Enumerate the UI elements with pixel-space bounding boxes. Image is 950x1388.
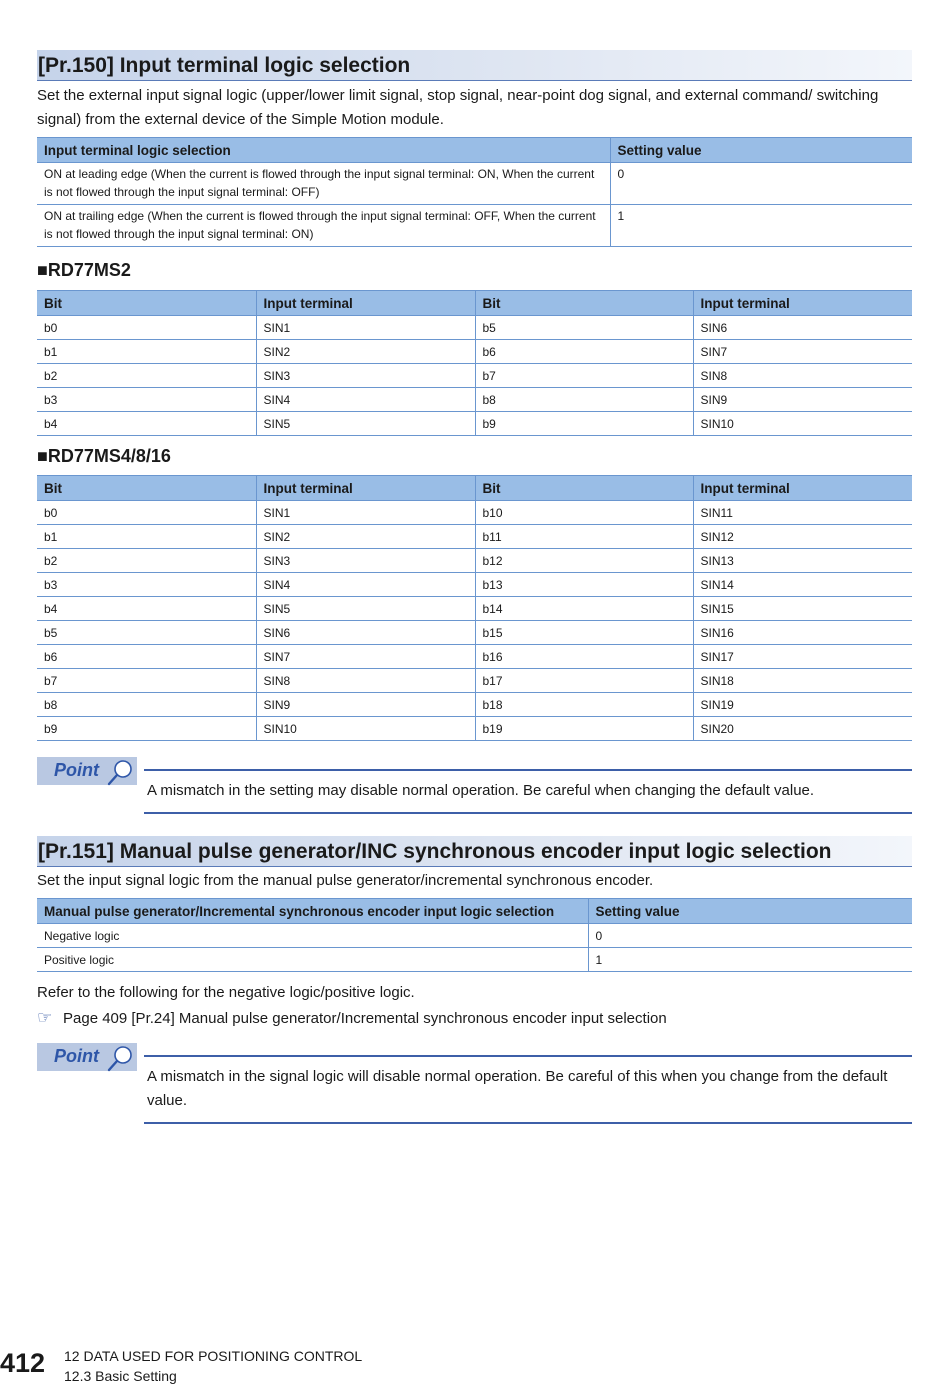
table-cell: SIN17	[693, 645, 912, 669]
table-cell: SIN10	[256, 717, 475, 741]
table-cell: SIN4	[256, 388, 475, 412]
table-row	[37, 924, 912, 948]
table-cell: b4	[37, 597, 256, 621]
point-note-text: A mismatch in the setting may disable normal operation. Be careful when changing the default value.	[147, 782, 815, 799]
table-row	[37, 525, 912, 549]
table-cell: b0	[37, 501, 256, 525]
section-description: Set the external input signal logic (upper/lower limit signal, stop signal, near-point dog signal, and external command/ switching signal) from the external device of the Simple Motion module.	[37, 87, 879, 128]
column-header: Bit	[37, 476, 256, 501]
table-cell: SIN6	[693, 316, 912, 340]
table-cell: SIN7	[693, 340, 912, 364]
table-cell: b2	[37, 549, 256, 573]
table-cell: SIN20	[693, 717, 912, 741]
refer-text: Refer to the following for the negative logic/positive logic.	[37, 984, 415, 1001]
table-cell: b15	[475, 621, 693, 645]
subheading-rd77ms2: ■RD77MS2	[37, 260, 131, 280]
column-header: Setting value	[610, 138, 912, 163]
table-cell: b8	[475, 388, 693, 412]
table-cell: b6	[37, 645, 256, 669]
column-header: Setting value	[588, 899, 912, 924]
table-row	[37, 669, 912, 693]
column-header: Bit	[37, 291, 256, 316]
table-cell: b19	[475, 717, 693, 741]
table-cell: b9	[475, 412, 693, 436]
table-cell: b1	[37, 525, 256, 549]
table-row	[37, 388, 912, 412]
table-cell: SIN19	[693, 693, 912, 717]
table-cell: SIN5	[256, 597, 475, 621]
footer-chapter: 12 DATA USED FOR POSITIONING CONTROL	[64, 1348, 363, 1364]
table-cell: SIN2	[256, 340, 475, 364]
table-row	[37, 717, 912, 741]
table-header-row	[37, 138, 912, 163]
table-cell: SIN3	[256, 549, 475, 573]
table-row	[37, 364, 912, 388]
table-cell: SIN12	[693, 525, 912, 549]
point-label: Point	[54, 760, 99, 780]
table-row	[37, 412, 912, 436]
section-title-pr150: [Pr.150] Input terminal logic selection	[37, 50, 912, 81]
table-cell: SIN15	[693, 597, 912, 621]
table-cell: b11	[475, 525, 693, 549]
footer-section: 12.3 Basic Setting	[64, 1368, 177, 1384]
table-cell: SIN8	[693, 364, 912, 388]
table-row	[37, 316, 912, 340]
column-header: Manual pulse generator/Incremental synchronous encoder input logic selection	[37, 899, 588, 924]
table-cell: b17	[475, 669, 693, 693]
table-cell: b14	[475, 597, 693, 621]
table-cell: SIN9	[256, 693, 475, 717]
table-cell: b12	[475, 549, 693, 573]
encoder-logic-table	[37, 898, 912, 972]
table-row	[37, 340, 912, 364]
table-cell: SIN18	[693, 669, 912, 693]
table-row	[37, 573, 912, 597]
section-description: Set the input signal logic from the manual pulse generator/incremental synchronous encoder.	[37, 872, 654, 889]
table-cell: b5	[475, 316, 693, 340]
table-cell: SIN1	[256, 501, 475, 525]
table-row	[37, 163, 912, 205]
point-note	[144, 769, 912, 814]
table-cell: b3	[37, 573, 256, 597]
point-badge	[37, 1043, 137, 1071]
table-cell: b7	[475, 364, 693, 388]
column-header: Input terminal	[256, 476, 475, 501]
point-label: Point	[54, 1046, 99, 1066]
table-cell: b5	[37, 621, 256, 645]
point-note-text: A mismatch in the signal logic will disable normal operation. Be careful of this when you change from the default value.	[147, 1068, 888, 1109]
table-header-row	[37, 291, 912, 316]
section-title-pr151: [Pr.151] Manual pulse generator/INC synchronous encoder input logic selection	[37, 836, 912, 867]
point-badge	[37, 757, 137, 785]
table-cell: SIN2	[256, 525, 475, 549]
table-cell: b3	[37, 388, 256, 412]
table-cell: b9	[37, 717, 256, 741]
table-cell: b10	[475, 501, 693, 525]
page-reference[interactable]	[37, 1006, 912, 1031]
table-cell: b7	[37, 669, 256, 693]
column-header: Bit	[475, 476, 693, 501]
subheading-rd77ms4-8-16: ■RD77MS4/8/16	[37, 446, 171, 466]
table-cell: b6	[475, 340, 693, 364]
table-cell: b4	[37, 412, 256, 436]
table-cell: SIN4	[256, 573, 475, 597]
table-cell: 0	[610, 163, 912, 205]
table-cell: SIN11	[693, 501, 912, 525]
table-cell: Positive logic	[37, 948, 588, 972]
table-cell: 1	[588, 948, 912, 972]
table-cell: b8	[37, 693, 256, 717]
table-cell: SIN3	[256, 364, 475, 388]
column-header: Input terminal	[693, 291, 912, 316]
table-cell: b2	[37, 364, 256, 388]
bit-table-rd77ms4-8-16	[37, 475, 912, 741]
bit-table-rd77ms2	[37, 290, 912, 436]
table-cell: b18	[475, 693, 693, 717]
table-cell: SIN5	[256, 412, 475, 436]
table-cell: SIN1	[256, 316, 475, 340]
table-cell: Negative logic	[37, 924, 588, 948]
table-cell: SIN8	[256, 669, 475, 693]
column-header: Input terminal	[693, 476, 912, 501]
table-row	[37, 205, 912, 247]
page-reference-link[interactable]: Page 409 [Pr.24] Manual pulse generator/Incremental synchronous encoder input selection	[63, 1010, 667, 1027]
magnifier-icon	[105, 1044, 135, 1072]
table-cell: b1	[37, 340, 256, 364]
table-cell: 0	[588, 924, 912, 948]
column-header: Bit	[475, 291, 693, 316]
table-cell: SIN6	[256, 621, 475, 645]
pointing-hand-icon: ☞	[37, 1008, 53, 1027]
table-row	[37, 693, 912, 717]
table-cell: SIN14	[693, 573, 912, 597]
table-cell: SIN9	[693, 388, 912, 412]
column-header: Input terminal logic selection	[37, 138, 610, 163]
table-row	[37, 645, 912, 669]
page-number: 412	[0, 1348, 46, 1378]
table-cell: SIN10	[693, 412, 912, 436]
table-cell: SIN7	[256, 645, 475, 669]
table-row	[37, 597, 912, 621]
table-row	[37, 948, 912, 972]
point-note	[144, 1055, 912, 1124]
magnifier-icon	[105, 758, 135, 786]
table-cell: b16	[475, 645, 693, 669]
table-row	[37, 621, 912, 645]
table-row	[37, 549, 912, 573]
table-header-row	[37, 476, 912, 501]
table-cell: b0	[37, 316, 256, 340]
table-row	[37, 501, 912, 525]
table-cell: b13	[475, 573, 693, 597]
column-header: Input terminal	[256, 291, 475, 316]
table-cell: ON at leading edge (When the current is flowed through the input signal terminal: ON, When the current is not flowed through the input signal terminal: OFF)	[37, 163, 610, 205]
table-cell: SIN16	[693, 621, 912, 645]
table-cell: SIN13	[693, 549, 912, 573]
table-cell: ON at trailing edge (When the current is flowed through the input signal terminal: OFF, When the current is not flowed through the input signal terminal: ON)	[37, 205, 610, 247]
logic-selection-table	[37, 137, 912, 247]
table-header-row	[37, 899, 912, 924]
table-cell: 1	[610, 205, 912, 247]
